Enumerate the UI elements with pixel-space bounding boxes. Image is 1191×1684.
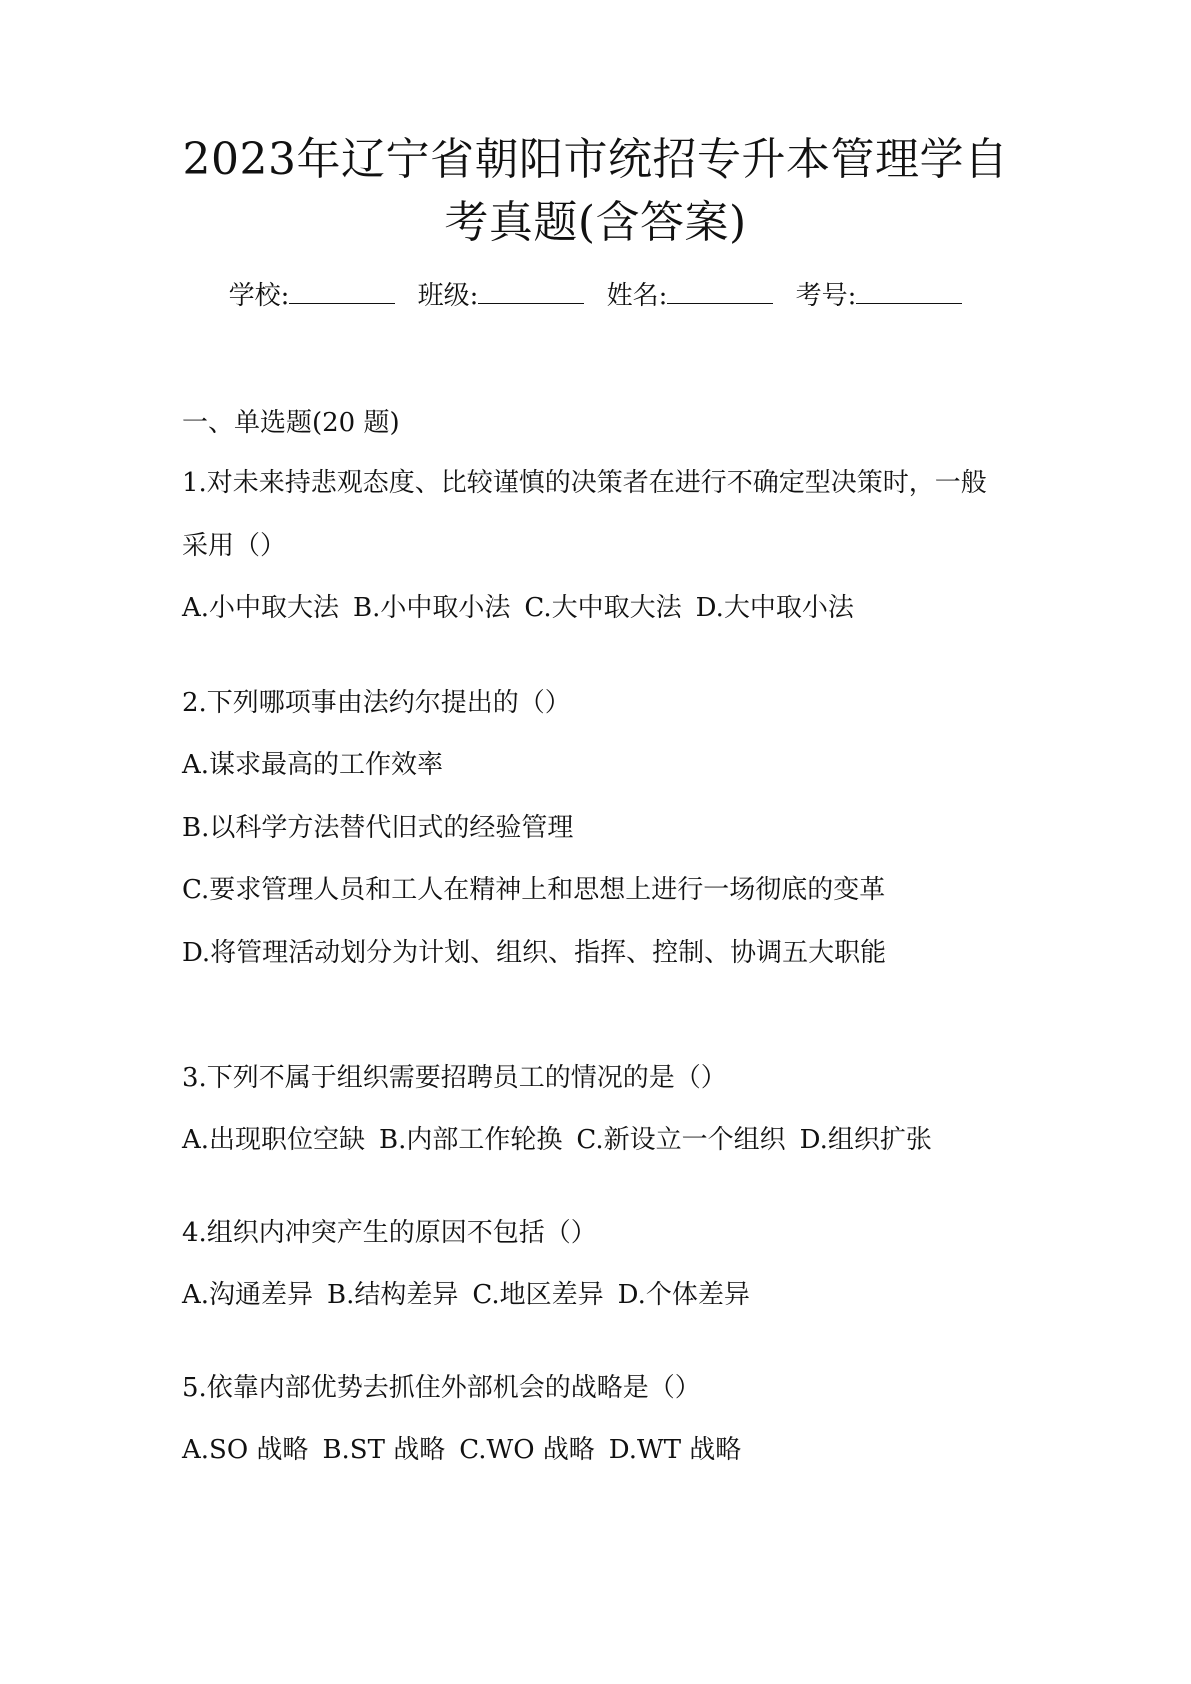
question-3-option-c: C.新设立一个组织: [576, 1125, 786, 1155]
class-field: [418, 278, 585, 314]
document-title-line-2: 考真题(含答案): [444, 197, 747, 248]
question-5-option-b: B.ST 战略: [322, 1435, 446, 1465]
question-3-option-d: D.组织扩张: [799, 1125, 932, 1155]
question-5-option-d: D.WT 战略: [608, 1435, 742, 1465]
question-3-option-b: B.内部工作轮换: [379, 1125, 563, 1155]
question-1-stem-line-2: 采用（）: [182, 531, 287, 561]
question-1-option-c: C.大中取大法: [524, 593, 682, 623]
name-blank: [667, 279, 773, 304]
question-1-option-d: D.大中取小法: [695, 593, 854, 623]
question-4-stem: 4.组织内冲突产生的原因不包括（）: [182, 1218, 597, 1248]
question-4-options: [182, 1277, 764, 1313]
name-label: 姓名:: [606, 281, 668, 311]
question-1-options: [182, 590, 868, 626]
question-3-option-a: A.出现职位空缺: [182, 1125, 366, 1155]
question-1-option-b: B.小中取小法: [353, 593, 511, 623]
question-4-option-b: B.结构差异: [327, 1280, 459, 1310]
question-5-options: [182, 1432, 755, 1468]
section-heading: 一、单选题(20 题): [182, 408, 400, 438]
question-2-option-c: C.要求管理人员和工人在精神上和思想上进行一场彻底的变革: [182, 875, 886, 905]
school-field: [229, 278, 396, 314]
question-5-option-a: A.SO 战略: [182, 1435, 309, 1465]
exam-number-label: 考号:: [795, 281, 857, 311]
school-blank: [289, 279, 395, 304]
question-4-option-a: A.沟通差异: [182, 1280, 314, 1310]
class-blank: [478, 279, 584, 304]
question-2-stem: 2.下列哪项事由法约尔提出的（）: [182, 688, 571, 718]
class-label: 班级:: [417, 281, 479, 311]
exam-number-blank: [856, 279, 962, 304]
question-5-stem: 5.依靠内部优势去抓住外部机会的战略是（）: [182, 1373, 701, 1403]
question-3-stem: 3.下列不属于组织需要招聘员工的情况的是（）: [182, 1063, 727, 1093]
question-4-option-d: D.个体差异: [617, 1280, 750, 1310]
question-3-options: [182, 1122, 946, 1158]
question-4-option-c: C.地区差异: [472, 1280, 604, 1310]
question-2-option-a: A.谋求最高的工作效率: [182, 750, 444, 780]
question-2-option-d: D.将管理活动划分为计划、组织、指挥、控制、协调五大职能: [182, 938, 887, 968]
name-field: [607, 278, 774, 314]
question-1-option-a: A.小中取大法: [182, 593, 340, 623]
exam-number-field: [796, 278, 963, 314]
document-title-line-1: 2023年辽宁省朝阳市统招专升本管理学自: [182, 134, 1009, 185]
question-5-option-c: C.WO 战略: [459, 1435, 595, 1465]
school-label: 学校:: [228, 281, 290, 311]
question-1-stem-line-1: 1.对未来持悲观态度、比较谨慎的决策者在进行不确定型决策时，一般: [182, 468, 987, 498]
student-info-row: [0, 278, 1191, 314]
question-2-option-b: B.以科学方法替代旧式的经验管理: [182, 813, 574, 843]
